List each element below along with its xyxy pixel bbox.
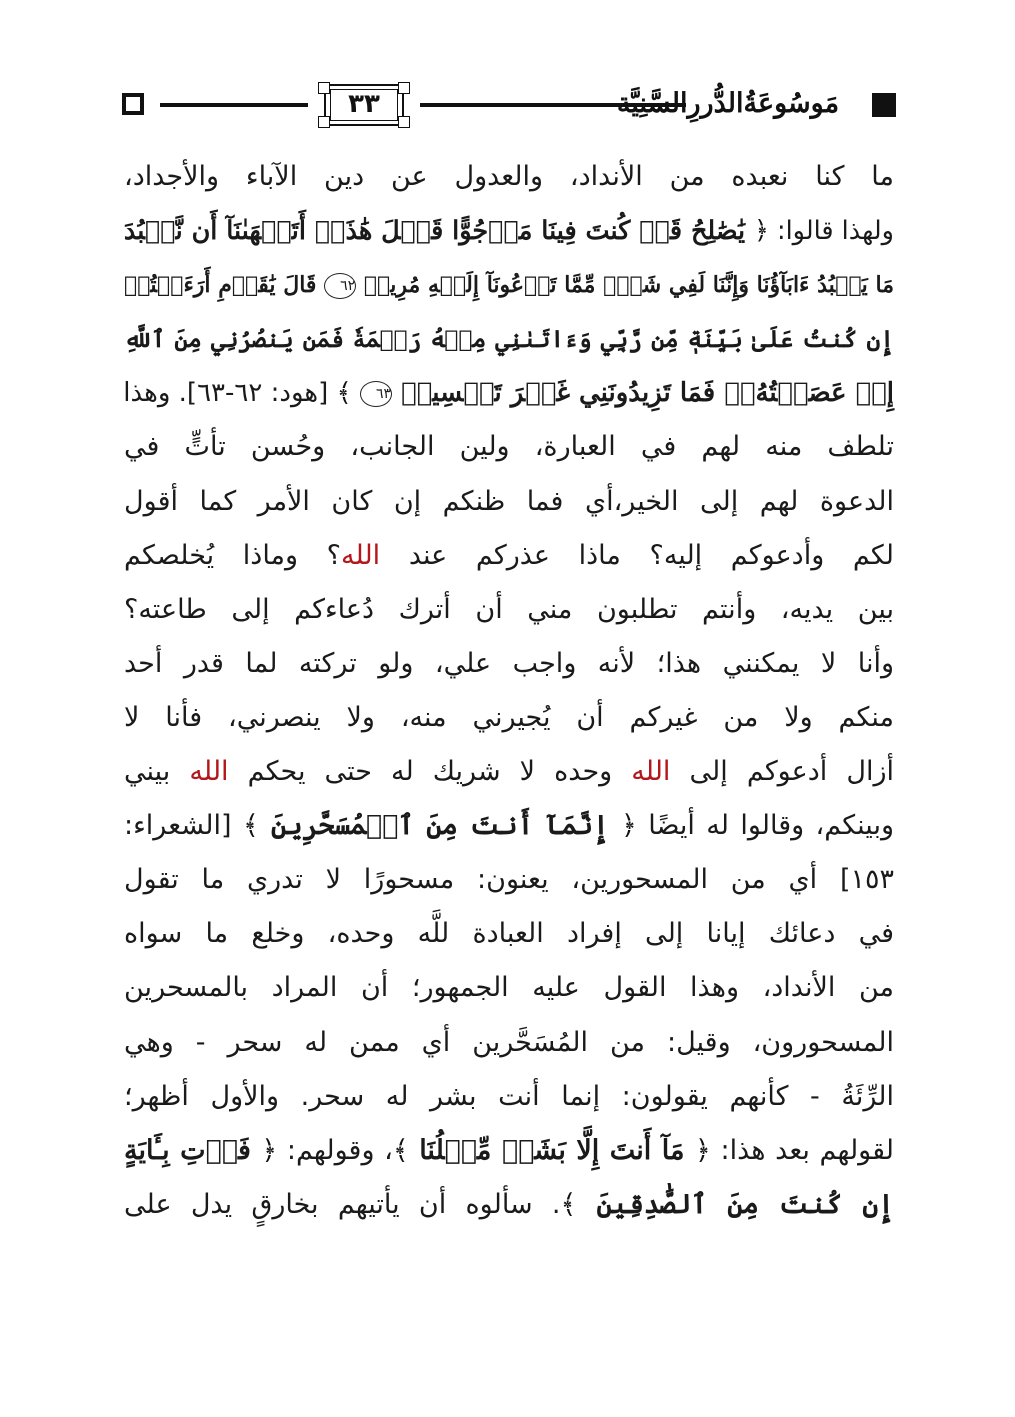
text-line xyxy=(124,745,894,799)
quran-verse: فَأۡتِ بِـَٔايَةٍ xyxy=(124,1134,262,1166)
page-header xyxy=(120,82,896,128)
text-segment: [الشعراء: xyxy=(124,810,243,842)
ayah-number-marker: ٦٢ xyxy=(324,273,356,299)
text-line xyxy=(124,1124,894,1178)
text-line xyxy=(124,150,894,204)
quran-bracket-ornament: ﴿ xyxy=(753,216,769,247)
frame-knot-ornament xyxy=(318,116,330,128)
body-text xyxy=(124,150,894,1232)
text-line xyxy=(124,258,894,312)
text-segment: ؟ وماذا يُخلصكم xyxy=(124,539,342,571)
text-line xyxy=(124,420,894,474)
text-line xyxy=(124,475,894,529)
quran-verse: قَالَ يَٰقَوۡمِ أَرَءَيۡتُمۡ xyxy=(124,272,325,299)
quran-verse: يَٰصَٰلِحُ قَدۡ كُنتَ فِينَا مَرۡجُوًّا قَبۡلَ هَٰذَآۖ أَتَنۡهَىٰنَآ أَن نَّعۡبُدَ xyxy=(123,216,754,247)
quran-bracket-ornament: ﴾ xyxy=(336,378,360,409)
divine-name: الله xyxy=(341,539,381,571)
text-segment: وبينكم، وقالوا له أيضًا xyxy=(636,810,894,842)
text-segment: الدعوة لهم إلى الخير،أي فما ظنكم إن كان الأمر كما أقول xyxy=(124,485,894,517)
text-segment: وحده لا شريك له حتى يحكم xyxy=(228,756,632,788)
frame-knot-ornament xyxy=(398,116,410,128)
text-line xyxy=(124,961,894,1015)
text-segment: لقولهم بعد هذا: xyxy=(710,1134,895,1166)
text-line xyxy=(124,1070,894,1124)
text-segment: من الأنداد، وهذا القول عليه الجمهور؛ أن المراد بالمسحرين xyxy=(124,972,894,1004)
quran-bracket-ornament: ﴾ xyxy=(242,810,259,842)
divine-name: الله xyxy=(189,756,229,788)
page-number-frame xyxy=(316,82,412,128)
text-segment: بين يديه، وأنتم تطلبون مني أن أترك دُعاءكم إلى طاعته؟ xyxy=(124,593,894,625)
text-segment: منكم ولا من غيركم أن يُجيرني منه، ولا ينصرني، فأنا لا xyxy=(124,701,894,733)
text-line xyxy=(124,853,894,907)
text-segment: الرِّئَةُ - كأنهم يقولون: إنما أنت بشر له سحر. والأول أظهر؛ xyxy=(124,1080,894,1112)
text-line xyxy=(124,583,894,637)
frame-knot-ornament xyxy=(318,82,330,94)
page-number: ٣٣ xyxy=(348,89,380,119)
text-line xyxy=(124,637,894,691)
text-segment: ١٥٣] أي من المسحورين، يعنون: مسحورًا لا تدري ما تقول xyxy=(124,864,894,896)
quran-verse: إِنۡ عَصَيۡتُهُۥۖ فَمَا تَزِيدُونَنِي غَيۡرَ تَخۡسِيرٖ xyxy=(392,378,894,409)
book-title: مَوسُوعَةُالدُّررِالسَّنِيَّة xyxy=(616,88,840,119)
text-line xyxy=(124,1178,894,1232)
solid-square-ornament xyxy=(872,93,896,117)
text-segment: تلطف منه لهم في العبارة، ولين الجانب، وحُسن تأتٍّ في xyxy=(124,431,894,463)
text-segment: لكم وأدعوكم إليه؟ ماذا عذركم عند xyxy=(380,539,894,571)
text-segment: . سألوه أن يأتيهم بخارقٍ يدل على xyxy=(124,1188,561,1220)
text-line xyxy=(124,366,894,420)
text-segment: بيني xyxy=(124,756,190,788)
text-line xyxy=(124,907,894,961)
text-line xyxy=(124,691,894,745)
text-line xyxy=(124,1016,894,1070)
text-segment: المسحورون، وقيل: من المُسَحَّرين أي ممن له سحر - وهي xyxy=(124,1026,894,1058)
quran-verse: مَآ أَنتَ إِلَّا بَشَرٞ مِّثۡلُنَا xyxy=(408,1134,695,1166)
quran-verse: إِن كُنتَ مِنَ ٱلصَّٰدِقِينَ xyxy=(576,1188,895,1220)
ayah-number-marker: ٦٣ xyxy=(360,381,392,407)
quran-bracket-ornament: ﴿ xyxy=(261,1134,278,1166)
frame-knot-ornament xyxy=(398,82,410,94)
text-segment: [هود: ٦٢-٦٣]. وهذا xyxy=(123,378,337,409)
text-segment: في دعائك إيانا إلى إفراد العبادة للَّه وحده، وخلع ما سواه xyxy=(124,918,894,950)
divine-name: الله xyxy=(631,756,671,788)
text-line xyxy=(124,799,894,853)
text-segment: وأنا لا يمكنني هذا؛ لأنه واجب علي، ولو تركته لما قدر أحد xyxy=(124,647,894,679)
quran-bracket-ornament: ﴾ xyxy=(392,1134,409,1166)
header-rule-left xyxy=(160,103,308,107)
text-segment: أزال أدعوكم إلى xyxy=(670,756,894,788)
text-line xyxy=(124,312,894,366)
quran-verse: إِنَّمَآ أَنتَ مِنَ ٱلۡمُسَحَّرِينَ xyxy=(258,810,622,842)
quran-bracket-ornament: ﴿ xyxy=(621,810,637,842)
text-segment: ما كنا نعبده من الأنداد، والعدول عن دين الآباء والأجداد، xyxy=(124,161,894,192)
text-segment: ولهذا قالوا: xyxy=(768,216,894,247)
text-segment: ، وقولهم: xyxy=(277,1134,393,1166)
book-title-logo xyxy=(590,82,866,128)
quran-verse: إِن كُنتُ عَلَىٰ بَيِّنَةٖ مِّن رَّبِّي وَءَاتَىٰنِي مِنۡهُ رَحۡمَةٗ فَمَن يَنصُرُنِي مِنَ ٱللَّهِ xyxy=(124,325,894,354)
text-line xyxy=(124,529,894,583)
quran-bracket-ornament: ﴿ xyxy=(694,1134,711,1166)
quran-bracket-ornament: ﴾ xyxy=(560,1188,577,1220)
quran-verse: مَا يَعۡبُدُ ءَابَآؤُنَا وَإِنَّنَا لَفِي شَكّٖ مِّمَّا تَدۡعُونَآ إِلَيۡهِ مُرِيبٖ xyxy=(356,272,894,299)
outline-square-ornament xyxy=(122,93,144,115)
text-line xyxy=(124,204,894,258)
